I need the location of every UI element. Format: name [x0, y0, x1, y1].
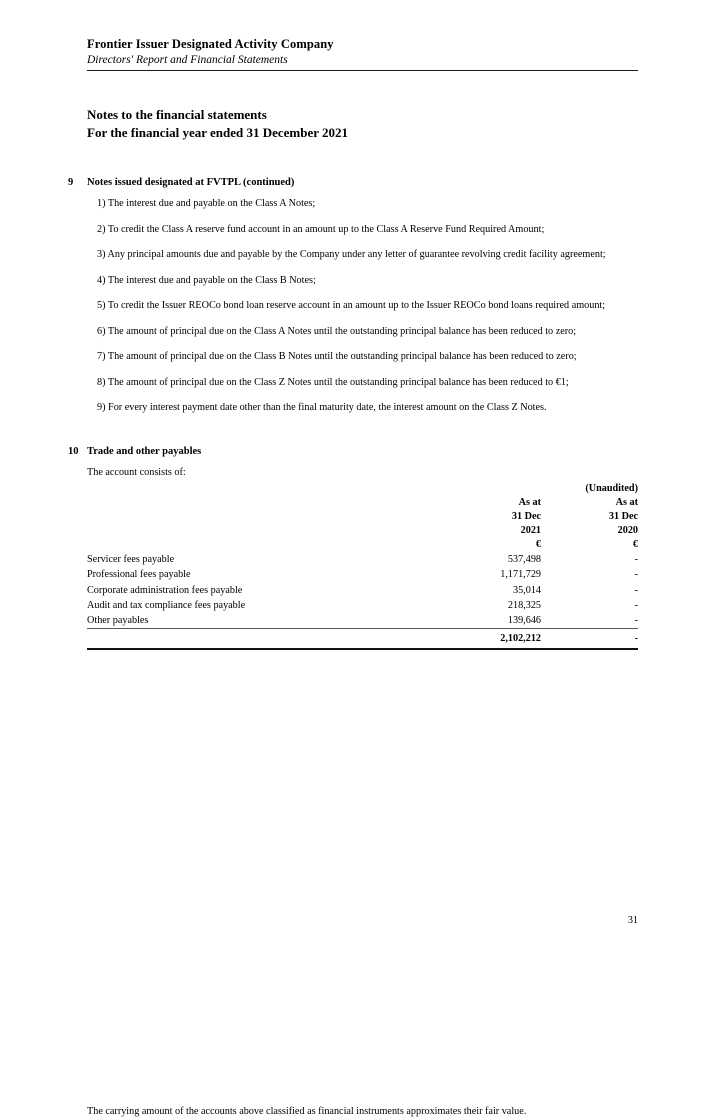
note-10-footnote: The carrying amount of the accounts above classified as financial instruments approximates their fair value.: [87, 1106, 527, 1117]
note-9-item: 1) The interest due and payable on the Class A Notes;: [97, 198, 316, 209]
note-section-10: [0, 446, 725, 1117]
company-name: Frontier Issuer Designated Activity Company: [87, 37, 334, 51]
row-value-2021: 218,325: [507, 599, 541, 611]
trade-payables-table: [87, 482, 638, 650]
table-head: [87, 482, 638, 552]
row-value-2021: 537,498: [507, 554, 541, 565]
column-header-2020-currency: €: [632, 539, 638, 550]
column-header-2020: [541, 482, 638, 552]
table-header-row: [87, 482, 638, 552]
page-title: [87, 106, 647, 141]
table-body: [87, 552, 638, 649]
note-9-heading-row: [0, 177, 725, 193]
note-section-9: [0, 177, 725, 413]
row-value-2020: -: [634, 584, 638, 596]
page-title-line-2: For the financial year ended 31 December 2021: [87, 124, 349, 140]
note-9-item: 4) The interest due and payable on the Class B Notes;: [97, 274, 316, 286]
total-value-2021: 2,102,212: [444, 629, 541, 650]
row-label: Servicer fees payable: [87, 554, 175, 565]
table-row: [87, 583, 638, 598]
column-header-2020-line-2: 31 Dec: [608, 511, 638, 522]
document-subtitle: Directors' Report and Financial Statements: [87, 54, 288, 66]
note-9-title: Notes issued designated at FVTPL (continued): [87, 177, 295, 188]
note-10-heading-row: [0, 446, 725, 462]
table-row: [87, 567, 638, 582]
masthead-divider: [87, 70, 638, 71]
column-header-2020-line-1: As at: [615, 497, 638, 508]
note-9-list: [97, 197, 642, 427]
column-header-2021-line-2: 31 Dec: [511, 511, 541, 522]
note-9-item: 8) The amount of principal due on the Class Z Notes until the outstanding principal balance has been reduced to €1;: [97, 376, 569, 388]
note-10-intro: The account consists of:: [87, 467, 186, 478]
note-9-item: 6) The amount of principal due on the Class A Notes until the outstanding principal balance has been reduced to zero;: [97, 325, 577, 337]
masthead: [87, 36, 638, 68]
column-header-2021-line-1: As at: [518, 497, 541, 508]
note-9-item: 2) To credit the Class A reserve fund account in an amount up to the Class A Reserve Fund Required Amount;: [97, 223, 545, 235]
row-value-2020: -: [634, 554, 638, 565]
row-label: Corporate administration fees payable: [87, 584, 243, 596]
note-9-item: 7) The amount of principal due on the Class B Notes until the outstanding principal balance has been reduced to zero;: [97, 351, 577, 362]
table-row: [87, 598, 638, 613]
column-header-2021-currency: €: [535, 539, 541, 550]
row-label: Professional fees payable: [87, 569, 191, 581]
row-value-2020: -: [634, 615, 638, 627]
row-label: Audit and tax compliance fees payable: [87, 599, 246, 611]
table-row: [87, 552, 638, 567]
column-header-label: [87, 482, 444, 552]
row-value-2020: -: [634, 599, 638, 611]
column-header-2020-line-3: 2020: [617, 525, 638, 536]
column-header-2021-line-3: 2021: [520, 525, 541, 536]
page-title-line-1: Notes to the financial statements: [87, 107, 267, 122]
column-header-2020-unaudited: (Unaudited): [585, 483, 638, 494]
table-total-row: [87, 629, 638, 650]
row-value-2021: 1,171,729: [500, 569, 541, 581]
note-10-number: 10: [68, 446, 79, 457]
note-9-item: 3) Any principal amounts due and payable by the Company under any letter of guarantee revolving credit facility agreement;: [97, 249, 606, 260]
total-value-2020: -: [541, 629, 638, 650]
total-label: [87, 629, 444, 650]
note-9-number: 9: [68, 177, 74, 188]
note-9-item: 9) For every interest payment date other than the final maturity date, the interest amount on the Class Z Notes.: [97, 402, 547, 413]
row-value-2021: 35,014: [512, 584, 541, 596]
table-row: [87, 613, 638, 629]
row-value-2020: -: [634, 569, 638, 581]
page-number: 31: [627, 915, 638, 926]
trade-payables-table-wrapper: [87, 482, 638, 650]
note-10-title: Trade and other payables: [87, 446, 202, 457]
row-value-2021: 139,646: [507, 615, 541, 627]
column-header-2021: [444, 482, 541, 552]
note-9-item: 5) To credit the Issuer REOCo bond loan reserve account in an amount up to the Issuer REOCo bond loans required amount;: [97, 300, 606, 311]
row-label: Other payables: [87, 615, 149, 627]
